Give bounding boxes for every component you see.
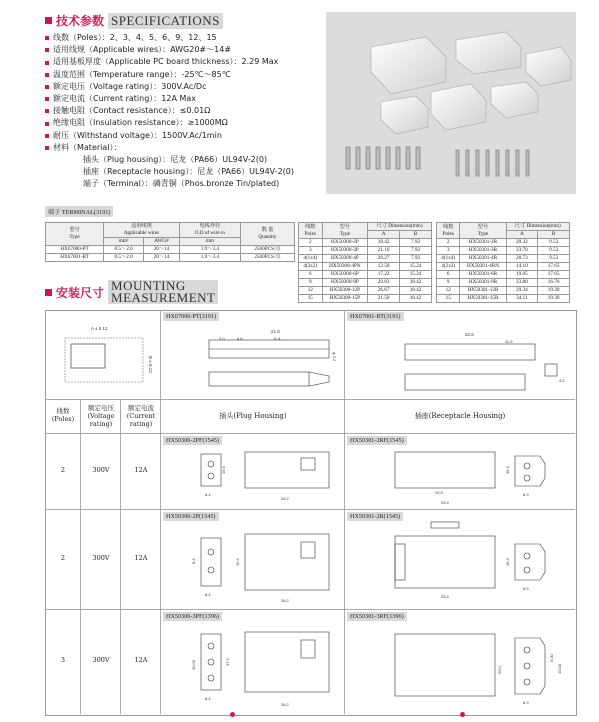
svg-text:15.6: 15.6 [235,558,240,566]
receptacle-drawing-cell: HX50301-2RF(1545) 10.9 25.4 16.3 8.9 [345,434,575,510]
th-mm2: mm² [104,238,144,246]
connectors-illustration [326,12,576,194]
terminal-pt-drawing [161,310,345,400]
terminal-table [45,222,295,262]
plug-drawing-cell: HX50300-2PF(1545) 15.6 8.4 26.2 [161,434,345,510]
section-marker-icon [45,17,52,24]
bullet-icon [45,109,49,113]
table-row: 2 [45,434,81,510]
spec-row: 材料（Material）： [45,142,325,154]
svg-text:26.2: 26.2 [281,598,289,603]
plug-3pf-drawing [161,610,345,714]
table-row: 4(2x2) HX50301-4RN 14.10 17.65 [437,263,570,271]
svg-text:8.4: 8.4 [205,592,211,597]
table-row: 4(2x2) HX50300-4PN 12.50 15.24 [299,263,432,271]
receptacle-2rf-drawing [345,434,575,510]
mounting-header [45,280,218,304]
table-row: 6 HX50301-6R 19.05 17.65 [437,271,570,279]
svg-text:25.4: 25.4 [441,500,449,505]
terminal-pt-cell [161,310,345,400]
page-marker-icon [460,712,465,717]
th-type: 型号 Type [46,223,104,246]
plug-drawing-cell: HX50300-3PF(1396) 10.00 17.0 8.4 26.2 [161,610,345,714]
terminal-pt-label: HX67000-PT(3191) [163,312,219,321]
svg-text:26.2: 26.2 [281,702,289,707]
spec-row: 绝缘电阻（Insulation resistance）：≥1000MΩ [45,117,325,129]
spec-row: 温度范围（Temperature range）：-25℃～85℃ [45,69,325,81]
svg-text:8.3: 8.3 [191,558,196,564]
table-row: 3 HX50300-3P 21.10 7.92 [299,247,432,255]
svg-text:8.9: 8.9 [523,492,529,497]
table-row: 4(1x4) HX50300-4P 26.27 7.92 [299,255,432,263]
specs-cn-title: 技术参数 [56,14,105,28]
specs-en-title: SPECIFICATIONS [108,13,223,29]
svg-text:22.6: 22.6 [465,332,474,337]
receptacle-drawing-cell: HX50301-3RF(1396) 20.0 5.00 10.00 8.9 [345,610,575,714]
bullet-icon [45,36,49,40]
table-row: 2 HX50301-2R 20.32 9.53 [437,239,570,247]
mounting-en-title: MOUNTING MEASUREMENT [108,280,218,304]
svg-text:15.6: 15.6 [221,466,226,474]
spec-row: 额定电压（Voltage rating）：300V.Ac/Dc [45,81,325,93]
product-photo [326,12,576,194]
svg-text:17.0: 17.0 [225,658,230,666]
table-row: 15 HX50300-15P 31.50 18.42 [299,295,432,303]
svg-text:8.9: 8.9 [523,586,529,591]
col-voltage-header: 额定电压 (Voltage rating) [81,400,121,434]
svg-text:11.9: 11.9 [505,339,513,344]
specs-list [45,32,325,191]
svg-text:16.3: 16.3 [505,466,510,474]
pcb-layout-cell [45,310,161,400]
table-row: 9 HX50300-9P 20.83 18.42 [299,279,432,287]
terminal-rt-label: HX67001-RT(3191) [347,312,404,321]
svg-text:5.00: 5.00 [549,654,554,662]
receptacle-3rf-drawing [345,610,575,714]
plug-2pf-drawing [161,434,345,510]
terminal-rt-drawing [345,310,575,400]
svg-text:B ± 0.12: B ± 0.12 [148,356,153,373]
svg-text:21.8: 21.8 [271,329,280,334]
th-wires: 适用线规 Applicable wires [104,223,180,238]
table-row: 12 HX50301-12R 29.34 19.30 [437,287,570,295]
svg-text:A ± 0.12: A ± 0.12 [91,326,108,331]
spec-row: 额定电流（Current rating）：12A Max [45,93,325,105]
material-row: 插头（Plug housing）：尼龙（PA66）UL94V-2(0) [83,155,268,165]
svg-text:8.9: 8.9 [523,700,529,705]
th-mm: mm [179,238,240,246]
page-marker-icon [230,712,235,717]
bullet-icon [45,61,49,65]
svg-text:10.00: 10.00 [557,663,562,674]
spec-row: 接触电阻（Contact resistance）：≤0.01Ω [45,105,325,117]
bullet-icon [45,97,49,101]
receptacle-2r-drawing [345,510,575,610]
spec-row: 适用线规（Applicable wires）：AWG20#～14# [45,44,325,56]
svg-text:4.6: 4.6 [237,336,243,341]
svg-text:26.2: 26.2 [281,496,289,501]
material-row: 端子（Terminal）：磷青铜（Phos.bronze Tin/plated) [83,179,280,189]
svg-text:φ 2.2: φ 2.2 [332,352,337,362]
table-row: 3 [45,610,81,714]
col-poles-header: 线数 (Poles) [45,400,81,434]
col-current-header: 额定电流 (Current rating) [121,400,161,434]
mounting-cn-title: 安装尺寸 [56,285,105,300]
svg-text:4.2: 4.2 [559,378,565,383]
terminal-label: 端子 TERMINAL(3191) [45,206,113,217]
table-row: 15 HX50301-15R 34.11 19.30 [437,295,570,303]
terminal-rt-cell [345,310,575,400]
svg-text:20.0: 20.0 [497,666,502,674]
plug-2p-drawing [161,510,345,610]
bullet-icon [45,146,49,150]
spec-row: 适用基板厚度（Applicable PC board thickness）：2.29 Max [45,56,325,68]
plug-drawing-cell: HX50300-2P(1545) 8.3 15.6 8.4 26.2 [161,510,345,610]
svg-text:8.4: 8.4 [205,696,211,701]
bullet-icon [45,134,49,138]
receptacle-drawing-cell: HX50301-2R(1545) 25.4 16.3 8.9 [345,510,575,610]
bullet-icon [45,122,49,126]
spec-row: 线数（Poles）：2、3、4、5、6、9、12、15 [45,32,325,44]
table-row: HX67000-PT 0.5～2.0 20～14 1.9～3.4 2500PCS/点 [46,246,295,254]
table-row: 2 HX50300-2P 18.42 7.92 [299,239,432,247]
bullet-icon [45,85,49,89]
table-row: HX67001-RT 0.5～2.0 20～14 1.9～3.4 2500PCS/点 [46,254,295,262]
plug-dimension-table: 线数 Poles 型号 Type 尺寸 Dimension(mm) A B 2 HX50300-2P 18.42 7.92 3 HX50300-3P 21.10 7.92 4(1x4) HX50300-4P 26.27 7.92 4(2x2) HX50300-4PN 12.50 15.24 6 HX50300-6P 17.22 15.24 9 HX50300-9P 20.83 18.42 12 HX50300-12P 26.67 18.42 15 HX50300-15P 31.50 18.42 [298,222,432,303]
table-row: 12 HX50300-12P 26.67 18.42 [299,287,432,295]
th-od: 电线外径 O.D of wire in [179,223,240,238]
svg-text:3.0: 3.0 [219,336,225,341]
table-row: 3 HX50301-3R 23.70 9.53 [437,247,570,255]
bullet-icon [45,73,49,77]
svg-text:16.3: 16.3 [505,558,510,566]
table-row: 4(1x4) HX50301-4R 28.73 9.53 [437,255,570,263]
section-marker-icon [45,289,52,296]
svg-text:10.9: 10.9 [435,490,443,495]
svg-text:25.4: 25.4 [441,594,449,599]
table-row: 2 [45,510,81,610]
th-awg: AWG# [144,238,180,246]
svg-text:11.4: 11.4 [273,336,281,341]
specs-header [45,12,223,29]
receptacle-dimension-table: 线数 Poles 型号 Type 尺寸 Dimension(mm) A B 2 HX50301-2R 20.32 9.53 3 HX50301-3R 23.70 9.53 4(1x4) HX50301-4R 28.73 9.53 4(2x2) HX50301-4RN 14.10 17.65 6 HX50301-6R 19.05 17.65 9 HX50301-9R 23.80 16.76 12 HX50301-12R 29.34 19.30 15 HX50301-15R 34.11 19.30 [436,222,570,303]
col-plug-header: 插头(Plug Housing) [161,400,345,434]
svg-text:8.4: 8.4 [205,492,211,497]
th-qty: 数 量 Quantity [240,223,294,246]
col-receptacle-header: 插座(Receptacle Housing) [345,400,575,434]
table-row: 6 HX50300-6P 17.22 15.24 [299,271,432,279]
table-row: 9 HX50301-9R 23.80 16.76 [437,279,570,287]
pcb-layout-drawing [45,310,161,400]
material-row: 插座（Receptacle housing）：尼龙（PA66）UL94V-2(0) [83,167,294,177]
bullet-icon [45,48,49,52]
svg-text:10.00: 10.00 [191,659,196,670]
spec-row: 耐压（Withstand voltage）：1500V.Ac/1min [45,130,325,142]
